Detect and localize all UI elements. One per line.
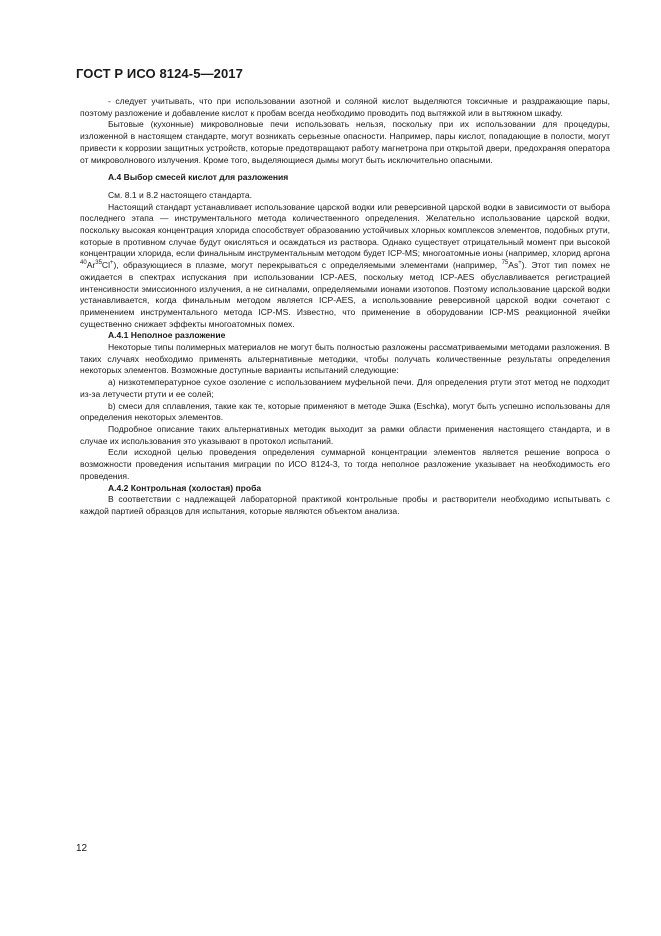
paragraph-aqua-regia (80, 202, 610, 331)
paragraph-migration-test: Если исходной целью проведения определения суммарной концентрации элементов является решение вопроса о возможности проведения испытания миграции по ИСО 8124-3, то тогда неполное разложение указывает на необходимость его проведения. (80, 447, 610, 481)
superscript-as-charge: + (518, 260, 522, 267)
aqua-regia-text-3: ). Этот тип помех не ожидается в спектрах испускания при использовании ICP-AES, поскольку метод ICP-AES обуславливается регистрацией интенсивности эмиссионного излучения, а не сигналами, определяемыми ионами изотопов. Поэтому использование царской водки устанавливается, когда финальным методом является ICP-AES, а использование реверсивной царской водки сочетают с применением инструментального метода ICP-MS. Известно, что применение в оборудовании ICP-MS реакционной ячейки существенно снижает эффекты многоатомных помех. (80, 260, 610, 329)
list-item-b: b) смеси для сплавления, такие как те, которые применяют в методе Эшка (Eschka), могут быть успешно использованы для определения некоторых элементов. (80, 400, 610, 423)
paragraph-microwave-warning: Бытовые (кухонные) микроволновые печи использовать нельзя, поскольку при их использовании для процедуры, изложенной в настоящем стандарте, могут возникать серьезные опасности. Например, пары кислот, попадающие в полости, могут привести к коррозии защитных устройств, которые предотвращают работу магнетрона при открытой двери, предохраняя оператора от микроволнового излучения. Кроме того, выделяющиеся дымы могут быть исключительно опасными. (80, 119, 610, 165)
paragraph-reference: См. 8.1 и 8.2 настоящего стандарта. (108, 189, 252, 200)
section-heading-a41: А.4.1 Неполное разложение (108, 330, 226, 341)
aqua-regia-text-1: Настоящий стандарт устанавливает использование царской водки или реверсивной царской водки в зависимости от выбора последнего этапа — инструментального метода количественного определения. Желательно использование царской водки, поскольку высокая концентрация хлорида способствует образованию устойчивых хлорных комплексов элементов, подобных ртути, которые в противном случае будут окисляться и осаждаться из раствора. Однако существует отрицательный момент при высокой концентрации хлорида, если финальным инструментальным методом будет ICP-MS; многоатомные ионы (например, хлорид аргона (80, 201, 610, 259)
chlorine-symbol: Cl (101, 260, 110, 271)
superscript-ar-mass: 40 (80, 260, 87, 267)
paragraph-incomplete-digestion: Некоторые типы полимерных материалов не могут быть полностью разложены рассматриваемыми методами разложения. В таких случаях необходимо применять альтернативные методики, чтобы получать количественные результаты определения некоторых элементов. Возможные доступные варианты испытаний следующие: (80, 342, 610, 376)
paragraph-acid-fumes: - следует учитывать, что при использовании азотной и соляной кислот выделяются токсичные и раздражающие пары, поэтому разложение и добавление кислот к пробам всегда необходимо проводить под вытяжкой или в вытяжном шкафу. (80, 96, 610, 118)
superscript-cl-mass: 35 (95, 260, 102, 267)
list-item-a: a) низкотемпературное сухое озоление с использованием муфельной печи. Для определения ртути этот метод не подходит из-за летучести ртути и ее солей; (80, 377, 610, 399)
argon-symbol: Ar (86, 260, 96, 271)
section-heading-a42: А.4.2 Контрольная (холостая) проба (108, 482, 262, 493)
page-body (80, 96, 610, 518)
section-heading-a4: А.4 Выбор смесей кислот для разложения (108, 172, 289, 183)
superscript-as-mass: 75 (501, 260, 509, 267)
paragraph-alternative-methods: Подробное описание таких альтернативных методик выходит за рамки области применения настоящего стандарта, и в случае их использования это указывают в протокол испытаний. (80, 423, 610, 446)
page-number: 12 (76, 843, 88, 854)
superscript-cl-charge: + (110, 260, 114, 267)
arsenic-symbol: As (508, 260, 519, 271)
paragraph-blank-sample: В соответствии с надлежащей лабораторной практикой контрольные пробы и растворители необходимо испытывать с каждой партией образцов для испытания, которые являются объектом анализа. (80, 494, 610, 516)
aqua-regia-text-2: ), образующиеся в плазме, могут перекрываться с определяемыми элементами (например, (113, 260, 502, 271)
document-header-title: ГОСТ Р ИСО 8124-5—2017 (76, 66, 243, 81)
